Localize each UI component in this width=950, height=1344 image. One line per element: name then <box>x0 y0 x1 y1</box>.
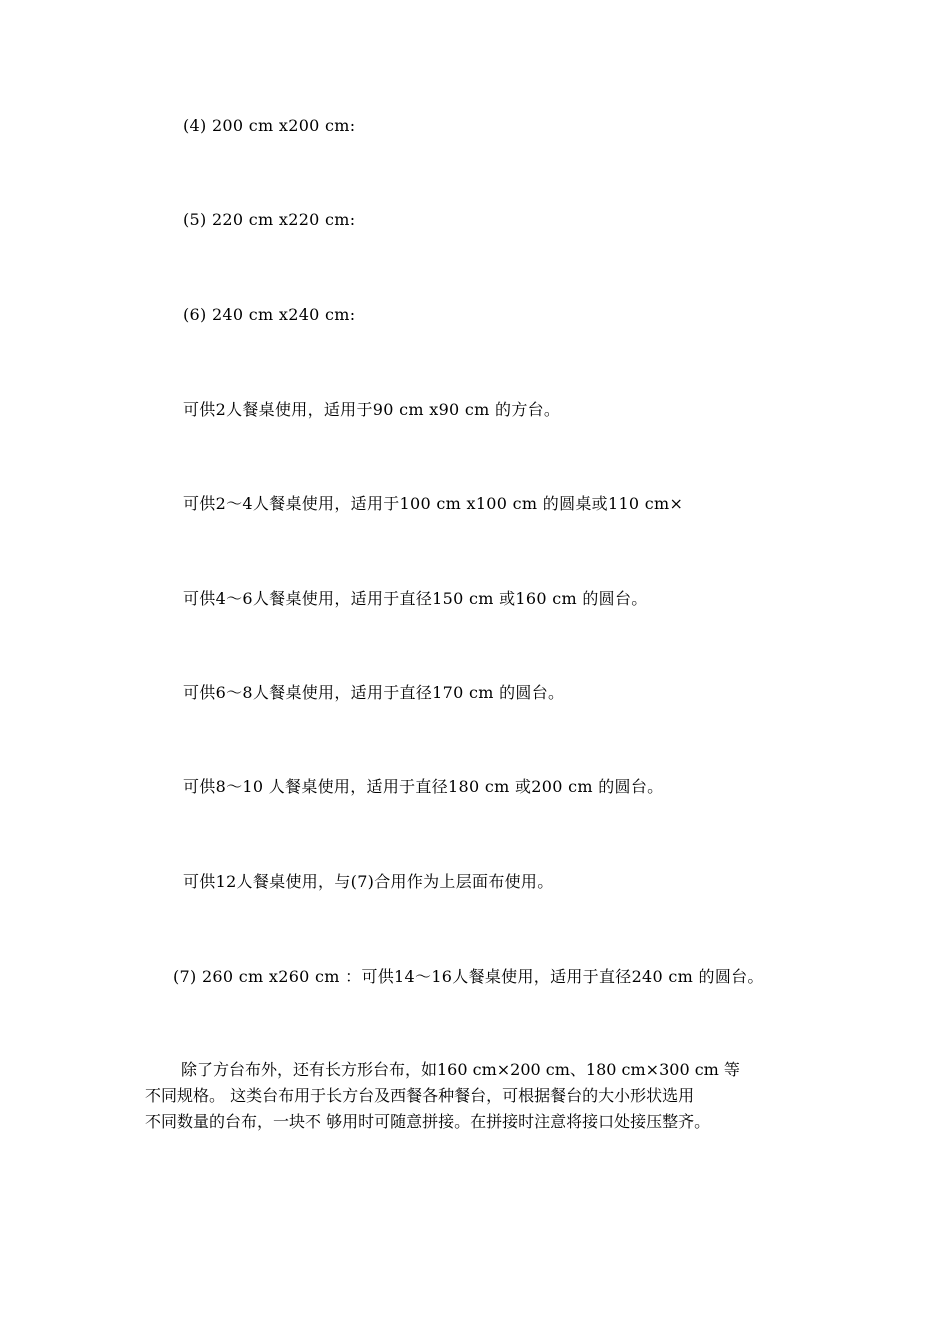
size-line-6: (6) 240 cm x240 cm: <box>183 305 356 324</box>
usage-line-3: 可供4～6人餐桌使用，适用于直径150 cm 或160 cm 的圆台。 <box>183 589 648 608</box>
usage-line-1: 可供2人餐桌使用，适用于90 cm x90 cm 的方台。 <box>183 400 561 419</box>
usage-line-5: 可供8～10 人餐桌使用，适用于直径180 cm 或200 cm 的圆台。 <box>183 777 664 796</box>
closing-paragraph-line-3: 不同数量的台布，一块不 够用时可随意拼接。在拼接时注意将接口处接压整齐。 <box>145 1112 711 1131</box>
closing-paragraph-line-2: 不同规格。 这类台布用于长方台及西餐各种餐台，可根据餐台的大小形状选用 <box>145 1086 695 1105</box>
size-line-4: (4) 200 cm x200 cm: <box>183 116 356 135</box>
usage-line-6: 可供12人餐桌使用，与(7)合用作为上层面布使用。 <box>183 872 554 891</box>
usage-line-2: 可供2～4人餐桌使用，适用于100 cm x100 cm 的圆桌或110 cm× <box>183 494 684 513</box>
closing-paragraph <box>145 1057 810 1135</box>
size-line-5: (5) 220 cm x220 cm: <box>183 210 356 229</box>
closing-paragraph-line-1: 除了方台布外，还有长方形台布，如160 cm×200 cm、180 cm×300 cm 等 <box>181 1060 740 1079</box>
usage-line-4: 可供6～8人餐桌使用，适用于直径170 cm 的圆台。 <box>183 683 565 702</box>
item7-line: (7) 260 cm x260 cm ：可供14～16人餐桌使用，适用于直径240 cm 的圆台。 <box>173 967 764 986</box>
